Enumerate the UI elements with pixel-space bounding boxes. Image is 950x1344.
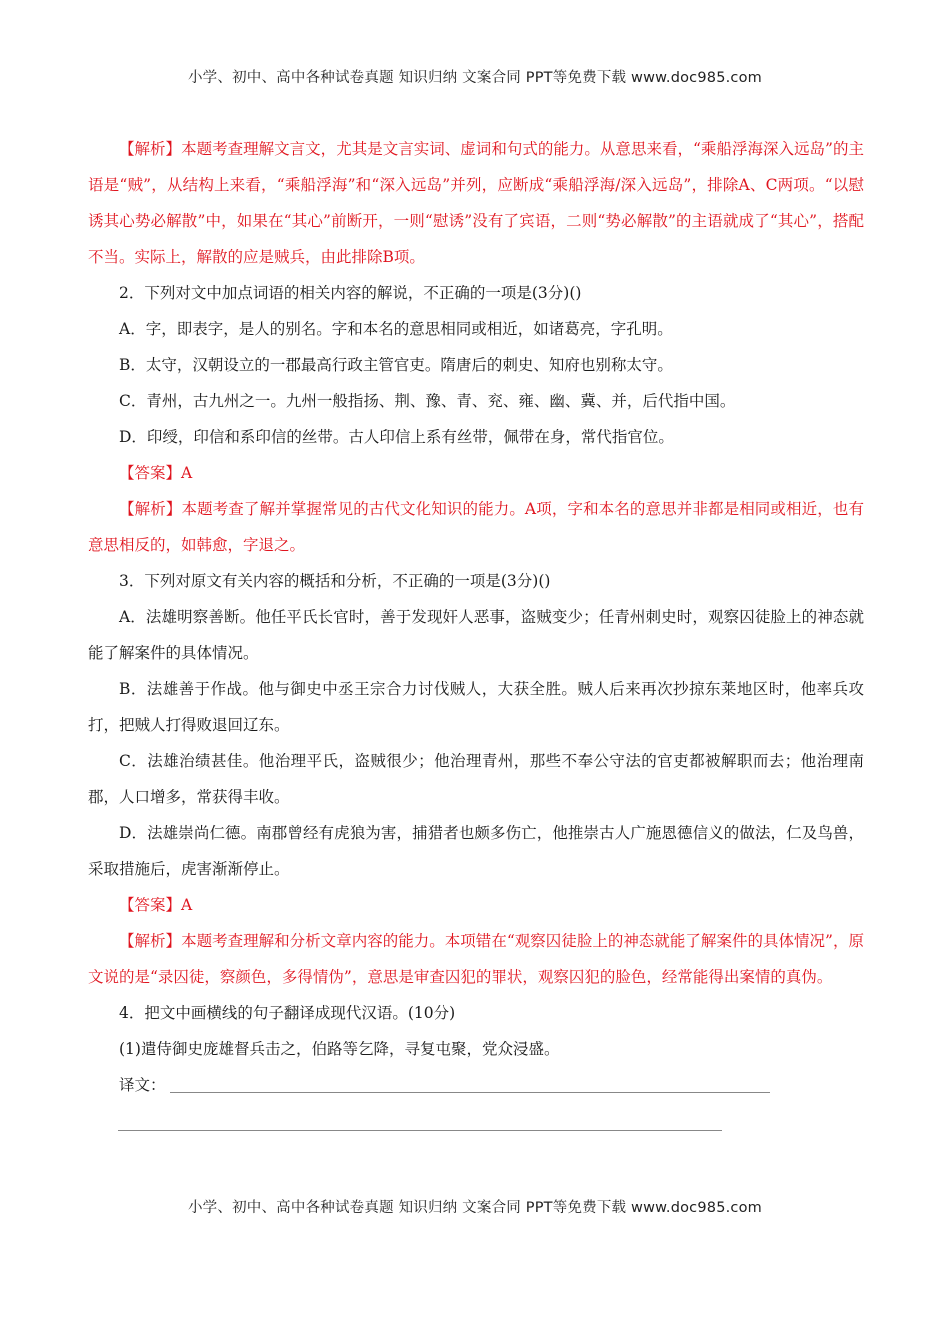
page-header: 小学、初中、高中各种试卷真题 知识归纳 文案合同 PPT等免费下载 www.doc985.com <box>187 70 763 86</box>
page-footer: 小学、初中、高中各种试卷真题 知识归纳 文案合同 PPT等免费下载 www.doc985.com <box>187 1200 763 1216</box>
q2-stem: 2．下列对文中加点词语的相关内容的解说，不正确的一项是(3分)() <box>119 284 582 302</box>
q3-option-d: D．法雄崇尚仁德。南郡曾经有虎狼为害，捕猎者也颇多伤亡，他推崇古人广施恩德信义的做法，仁及鸟兽，采取措施后，虎害渐渐停止。 <box>88 824 864 878</box>
q1-analysis <box>88 131 864 275</box>
q2-analysis-text: 本题考查了解并掌握常见的古代文化知识的能力。A项，字和本名的意思并非都是相同或相近，也有意思相反的，如韩愈，字退之。 <box>88 500 864 554</box>
q1-analysis-text: 本题考查理解文言文，尤其是文言实词、虚词和句式的能力。从意思来看，“乘船浮海深入远岛”的主语是“贼”，从结构上来看，“乘船浮海”和“深入远岛”并列，应断成“乘船浮海/深入远岛”，排除A、C两项。“以慰诱其心势必解散”中，如果在“其心”前断开，一则“慰诱”没有了宾语，二则“势必解散”的主语就成了“其心”，搭配不当。实际上，解散的应是贼兵，由此排除B项。 <box>88 140 864 266</box>
answer-line-1[interactable] <box>170 1091 770 1093</box>
answer-tag: 【答案】 <box>119 896 182 914</box>
analysis-tag: 【解析】 <box>119 140 182 158</box>
q2-option-b: B．太守，汉朝设立的一郡最高行政主管官吏。隋唐后的刺史、知府也别称太守。 <box>119 356 673 374</box>
q2-option-d: D．印绶，印信和系印信的丝带。古人印信上系有丝带，佩带在身，常代指官位。 <box>119 428 674 446</box>
analysis-tag: 【解析】 <box>119 932 182 950</box>
q4-sub1: (1)遣侍御史庞雄督兵击之，伯路等乞降，寻复屯聚，党众浸盛。 <box>119 1040 560 1058</box>
q3-option-a: A．法雄明察善断。他任平氏长官时，善于发现奸人恶事，盗贼变少；任青州刺史时，观察囚徒脸上的神态就能了解案件的具体情况。 <box>88 608 864 662</box>
q3-option-c: C．法雄治绩甚佳。他治理平氏，盗贼很少；他治理青州，那些不奉公守法的官吏都被解职而去；他治理南郡，人口增多，常获得丰收。 <box>88 752 864 806</box>
q3-analysis-text: 本题考查理解和分析文章内容的能力。本项错在“观察囚徒脸上的神态就能了解案件的具体情况”，原文说的是“录囚徒，察颜色，多得情伪”，意思是审查囚犯的罪状，观察囚犯的脸色，经常能得出案情的真伪。 <box>88 932 864 986</box>
q2-answer-value: A <box>181 464 193 482</box>
translation-row <box>88 1067 864 1103</box>
q3-answer <box>88 887 864 923</box>
q2-answer <box>88 455 864 491</box>
q3-answer-value: A <box>181 896 193 914</box>
document-body <box>88 131 864 1131</box>
q2-analysis <box>88 491 864 563</box>
analysis-tag: 【解析】 <box>119 500 182 518</box>
q3-stem: 3．下列对原文有关内容的概括和分析，不正确的一项是(3分)() <box>119 572 551 590</box>
q2-option-a: A．字，即表字，是人的别名。字和本名的意思相同或相近，如诸葛亮，字孔明。 <box>119 320 673 338</box>
answer-tag: 【答案】 <box>119 464 182 482</box>
q3-option-b: B．法雄善于作战。他与御史中丞王宗合力讨伐贼人，大获全胜。贼人后来再次抄掠东莱地区时，他率兵攻打，把贼人打得败退回辽东。 <box>88 680 864 734</box>
translation-label: 译文： <box>119 1076 166 1094</box>
q4-stem: 4．把文中画横线的句子翻译成现代汉语。(10分) <box>119 1004 456 1022</box>
q2-option-c: C．青州，古九州之一。九州一般指扬、荆、豫、青、兖、雍、幽、冀、并，后代指中国。 <box>119 392 736 410</box>
q3-analysis <box>88 923 864 995</box>
answer-line-2[interactable] <box>118 1129 722 1131</box>
